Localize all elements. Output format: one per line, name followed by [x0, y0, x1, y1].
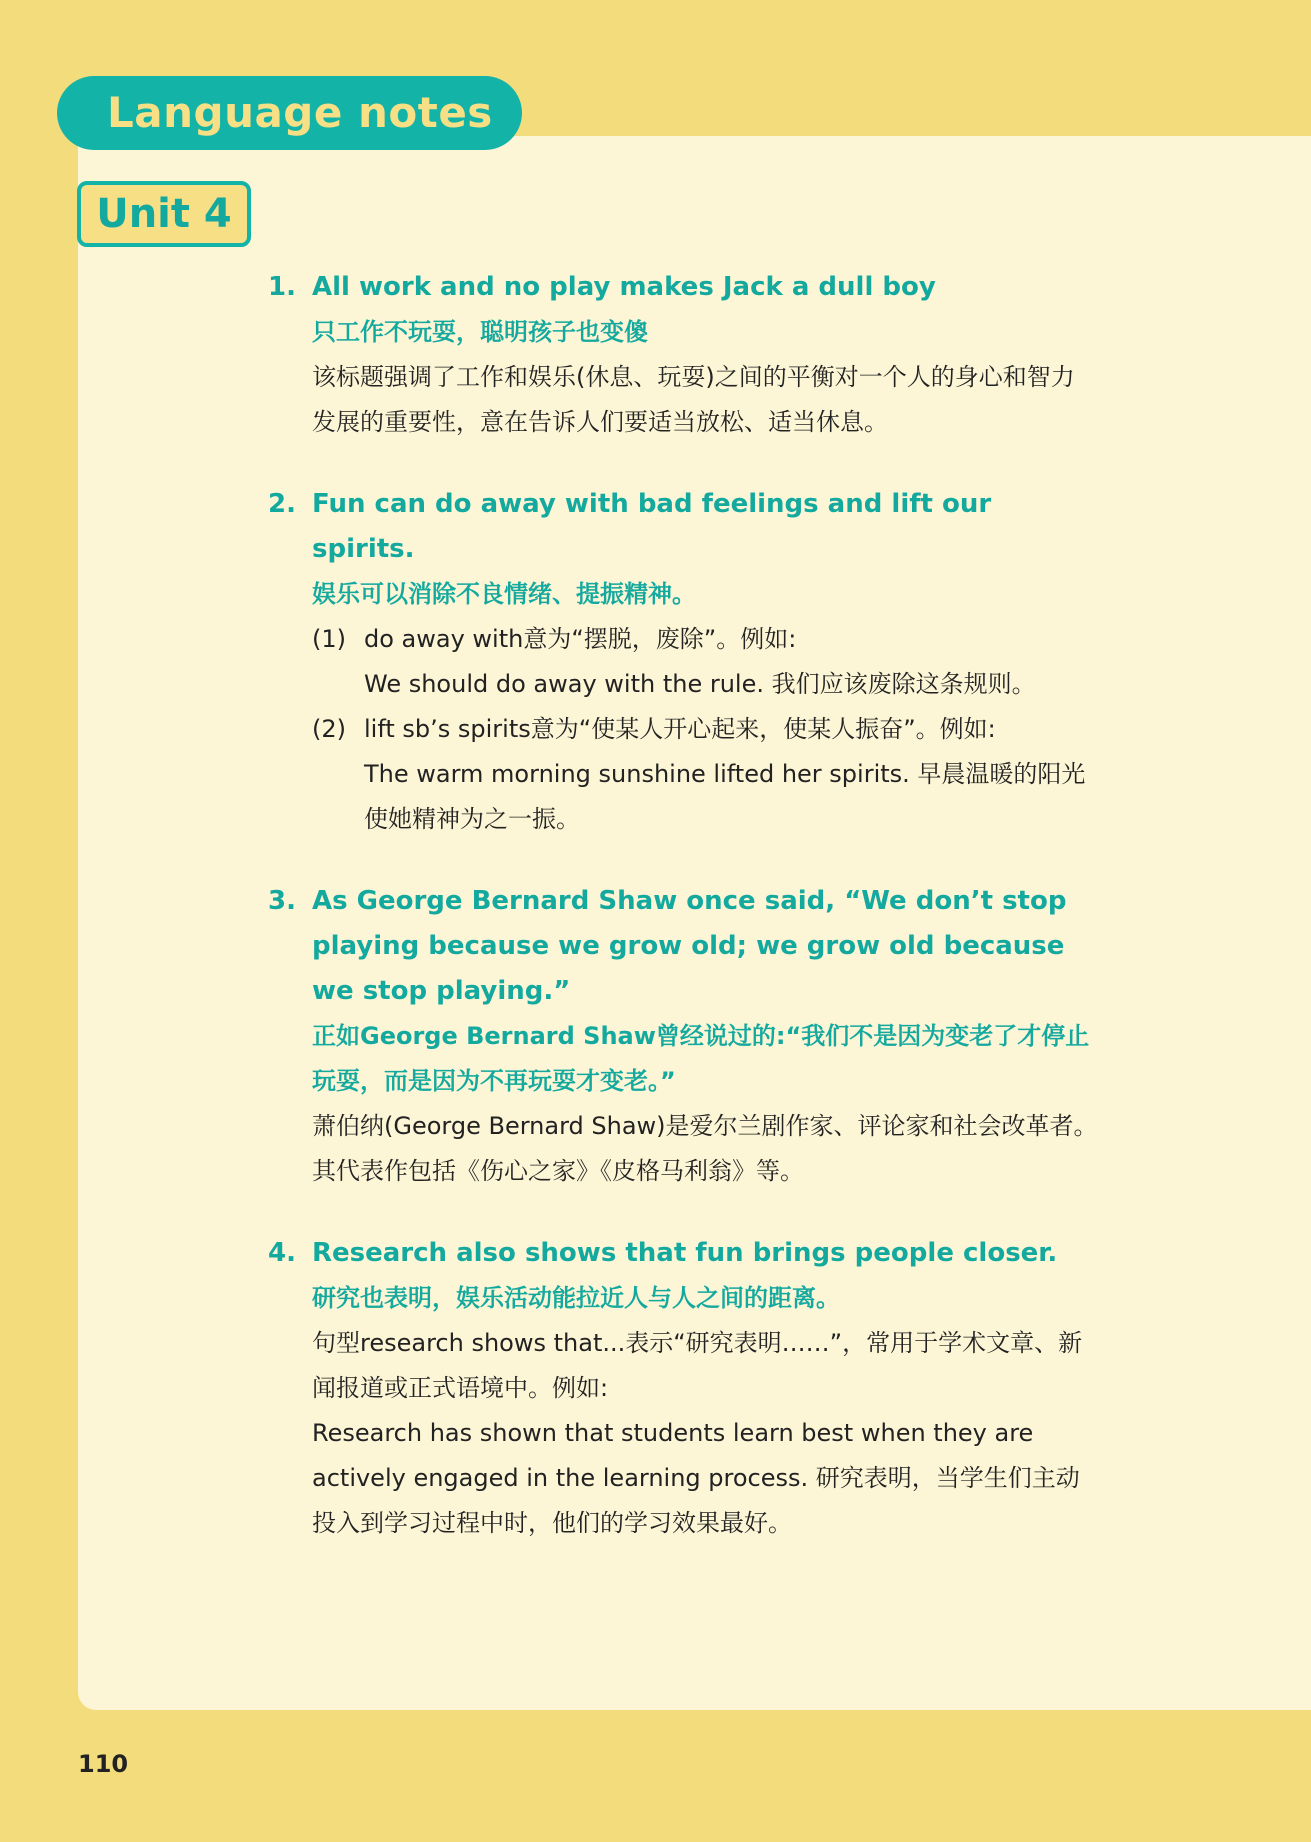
sub-point-number: (2)	[312, 715, 346, 743]
note-title-en: Fun can do away with bad feelings and lift our spirits.	[312, 489, 992, 564]
section-title: Language notes	[57, 76, 522, 150]
note-body: 句型research shows that...表示“研究表明……”，常用于学术文章、新闻报道或正式语境中。例如:	[312, 1329, 1083, 1402]
sub-point-example: We should do away with the rule. 我们应该废除这条规则。	[364, 670, 1036, 698]
sub-point-text: lift sb’s spirits意为“使某人开心起来，使某人振奋”。例如:	[364, 715, 996, 743]
note-title-zh: 娱乐可以消除不良情绪、提振精神。	[312, 580, 696, 608]
note-number: 4.	[268, 1238, 296, 1268]
note-title-zh: 只工作不玩耍，聪明孩子也变傻	[312, 318, 648, 346]
note-item	[268, 482, 1098, 842]
note-example: Research has shown that students learn best when they are actively engaged in the learning process. 研究表明，当学生们主动投入到学习过程中时，他们的学习效果最好。	[312, 1419, 1080, 1537]
note-number: 3.	[268, 886, 296, 916]
note-title-zh: 正如George Bernard Shaw曾经说过的:“我们不是因为变老了才停止玩耍，而是因为不再玩耍才变老。”	[312, 1022, 1090, 1095]
unit-label: Unit 4	[77, 181, 251, 247]
note-title-en: Research also shows that fun brings people closer.	[312, 1238, 1058, 1268]
notes-list	[268, 265, 1098, 1583]
note-body: 萧伯纳(George Bernard Shaw)是爱尔兰剧作家、评论家和社会改革者。其代表作包括《伤心之家》《皮格马利翁》等。	[312, 1112, 1098, 1185]
sub-point-example: The warm morning sunshine lifted her spirits. 早晨温暖的阳光使她精神为之一振。	[364, 760, 1086, 833]
note-body: 该标题强调了工作和娱乐(休息、玩耍)之间的平衡对一个人的身心和智力发展的重要性，意在告诉人们要适当放松、适当休息。	[312, 363, 1075, 436]
sub-point-number: (1)	[312, 625, 346, 653]
note-number: 2.	[268, 489, 296, 519]
note-number: 1.	[268, 272, 296, 302]
sub-point	[312, 707, 1098, 842]
page-number: 110	[78, 1750, 129, 1778]
sub-point-text: do away with意为“摆脱，废除”。例如:	[364, 625, 797, 653]
sub-point	[312, 617, 1098, 707]
note-item	[268, 1231, 1098, 1546]
note-item	[268, 879, 1098, 1194]
note-item	[268, 265, 1098, 445]
note-title-zh: 研究也表明，娱乐活动能拉近人与人之间的距离。	[312, 1284, 840, 1312]
note-title-en: All work and no play makes Jack a dull boy	[312, 272, 936, 302]
note-title-en: As George Bernard Shaw once said, “We don’t stop playing because we grow old; we grow old because we stop playing.”	[312, 886, 1067, 1006]
